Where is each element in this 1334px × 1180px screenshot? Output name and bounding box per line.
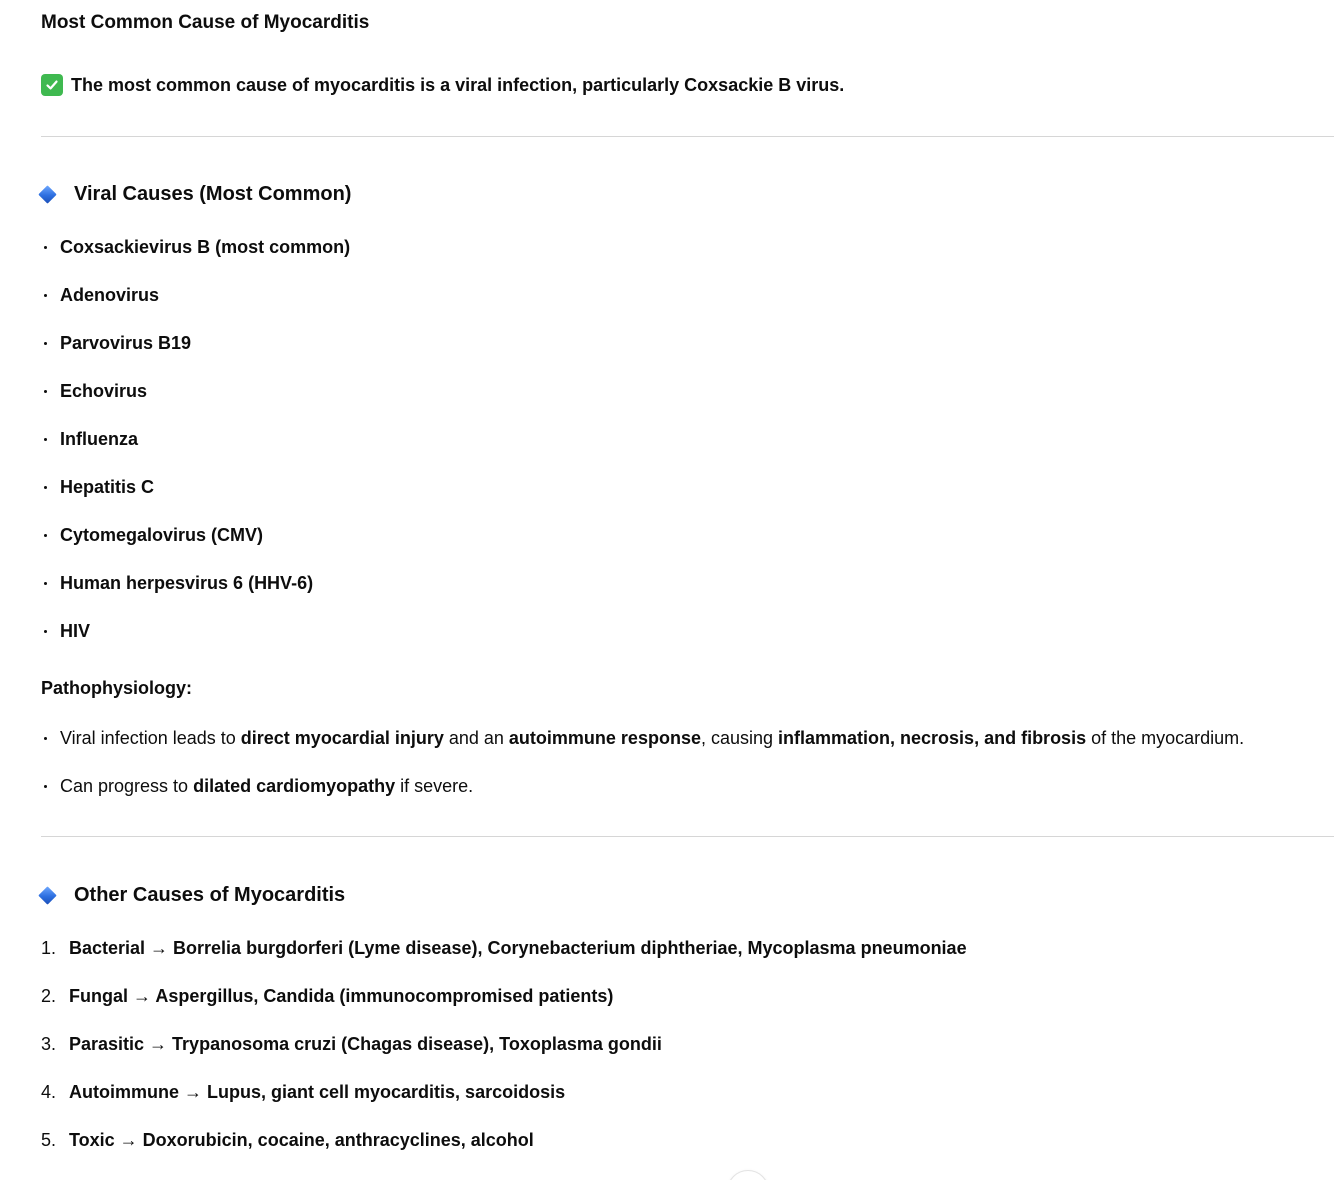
bold-text: direct myocardial injury bbox=[240, 728, 444, 748]
list-item-text: Bacterial → Borrelia burgdorferi (Lyme disease), Corynebacterium diphtheriae, Mycoplasma pneumoniae bbox=[69, 938, 967, 958]
text-run: if severe. bbox=[395, 776, 474, 796]
scroll-down-button[interactable] bbox=[727, 1170, 769, 1180]
bullet-dot bbox=[44, 486, 47, 489]
list-item-text: HIV bbox=[60, 621, 91, 641]
text-run: and an bbox=[443, 728, 509, 748]
list-item-text: Human herpesvirus 6 (HHV-6) bbox=[60, 573, 314, 593]
bullet-dot bbox=[44, 737, 47, 740]
list-item-text: Hepatitis C bbox=[60, 477, 155, 497]
check-mark-icon bbox=[41, 74, 63, 96]
bullet-dot bbox=[44, 785, 47, 788]
list-item-text: Parasitic → Trypanosoma cruzi (Chagas disease), Toxoplasma gondii bbox=[69, 1034, 662, 1054]
list-number: 3. bbox=[41, 1034, 57, 1054]
divider bbox=[41, 836, 1334, 837]
other-section-heading bbox=[34, 884, 345, 907]
list-item-text bbox=[60, 726, 1244, 750]
blue-diamond-icon bbox=[38, 185, 56, 203]
list-number: 5. bbox=[41, 1130, 57, 1150]
bold-text: dilated cardiomyopathy bbox=[193, 776, 396, 796]
blue-diamond-icon bbox=[38, 886, 56, 904]
list-item-text: Adenovirus bbox=[60, 285, 160, 305]
list-item-text: Cytomegalovirus (CMV) bbox=[60, 525, 264, 545]
page-title: Most Common Cause of Myocarditis bbox=[41, 12, 370, 33]
bullet-dot bbox=[44, 342, 47, 345]
bullet-dot bbox=[44, 534, 47, 537]
bold-text: autoimmune response bbox=[508, 728, 701, 748]
viral-section-heading-text: Viral Causes (Most Common) bbox=[74, 183, 352, 205]
list-number: 1. bbox=[41, 938, 57, 958]
text-run: Viral infection leads to bbox=[60, 728, 241, 748]
list-item-text: Fungal → Aspergillus, Candida (immunocompromised patients) bbox=[69, 986, 614, 1006]
bullet-dot bbox=[44, 582, 47, 585]
bullet-dot bbox=[44, 246, 47, 249]
list-number: 2. bbox=[41, 986, 57, 1006]
list-item-text: Autoimmune → Lupus, giant cell myocarditis, sarcoidosis bbox=[69, 1082, 566, 1102]
list-item-text: Coxsackievirus B (most common) bbox=[60, 237, 351, 257]
viral-section-heading bbox=[34, 183, 351, 206]
divider bbox=[41, 136, 1334, 137]
bullet-dot bbox=[44, 294, 47, 297]
list-item-text: Influenza bbox=[60, 429, 139, 449]
text-run: , causing bbox=[700, 728, 779, 748]
list-item-text bbox=[60, 774, 473, 798]
text-run: Can progress to bbox=[60, 776, 194, 796]
list-item-text: Echovirus bbox=[60, 381, 148, 401]
list-number: 4. bbox=[41, 1082, 57, 1102]
list-item-text: Parvovirus B19 bbox=[60, 333, 192, 353]
bullet-dot bbox=[44, 438, 47, 441]
bold-text: inflammation, necrosis, and fibrosis bbox=[778, 728, 1087, 748]
text-run: of the myocardium. bbox=[1086, 728, 1245, 748]
lead-answer bbox=[41, 74, 844, 96]
lead-text: The most common cause of myocarditis is a viral infection, particularly Coxsackie B virus. bbox=[71, 74, 845, 95]
other-section-heading-text: Other Causes of Myocarditis bbox=[74, 884, 346, 906]
list-item-text: Toxic → Doxorubicin, cocaine, anthracyclines, alcohol bbox=[69, 1130, 534, 1150]
pathophysiology-heading: Pathophysiology: bbox=[41, 678, 193, 698]
bullet-dot bbox=[44, 630, 47, 633]
bullet-dot bbox=[44, 390, 47, 393]
